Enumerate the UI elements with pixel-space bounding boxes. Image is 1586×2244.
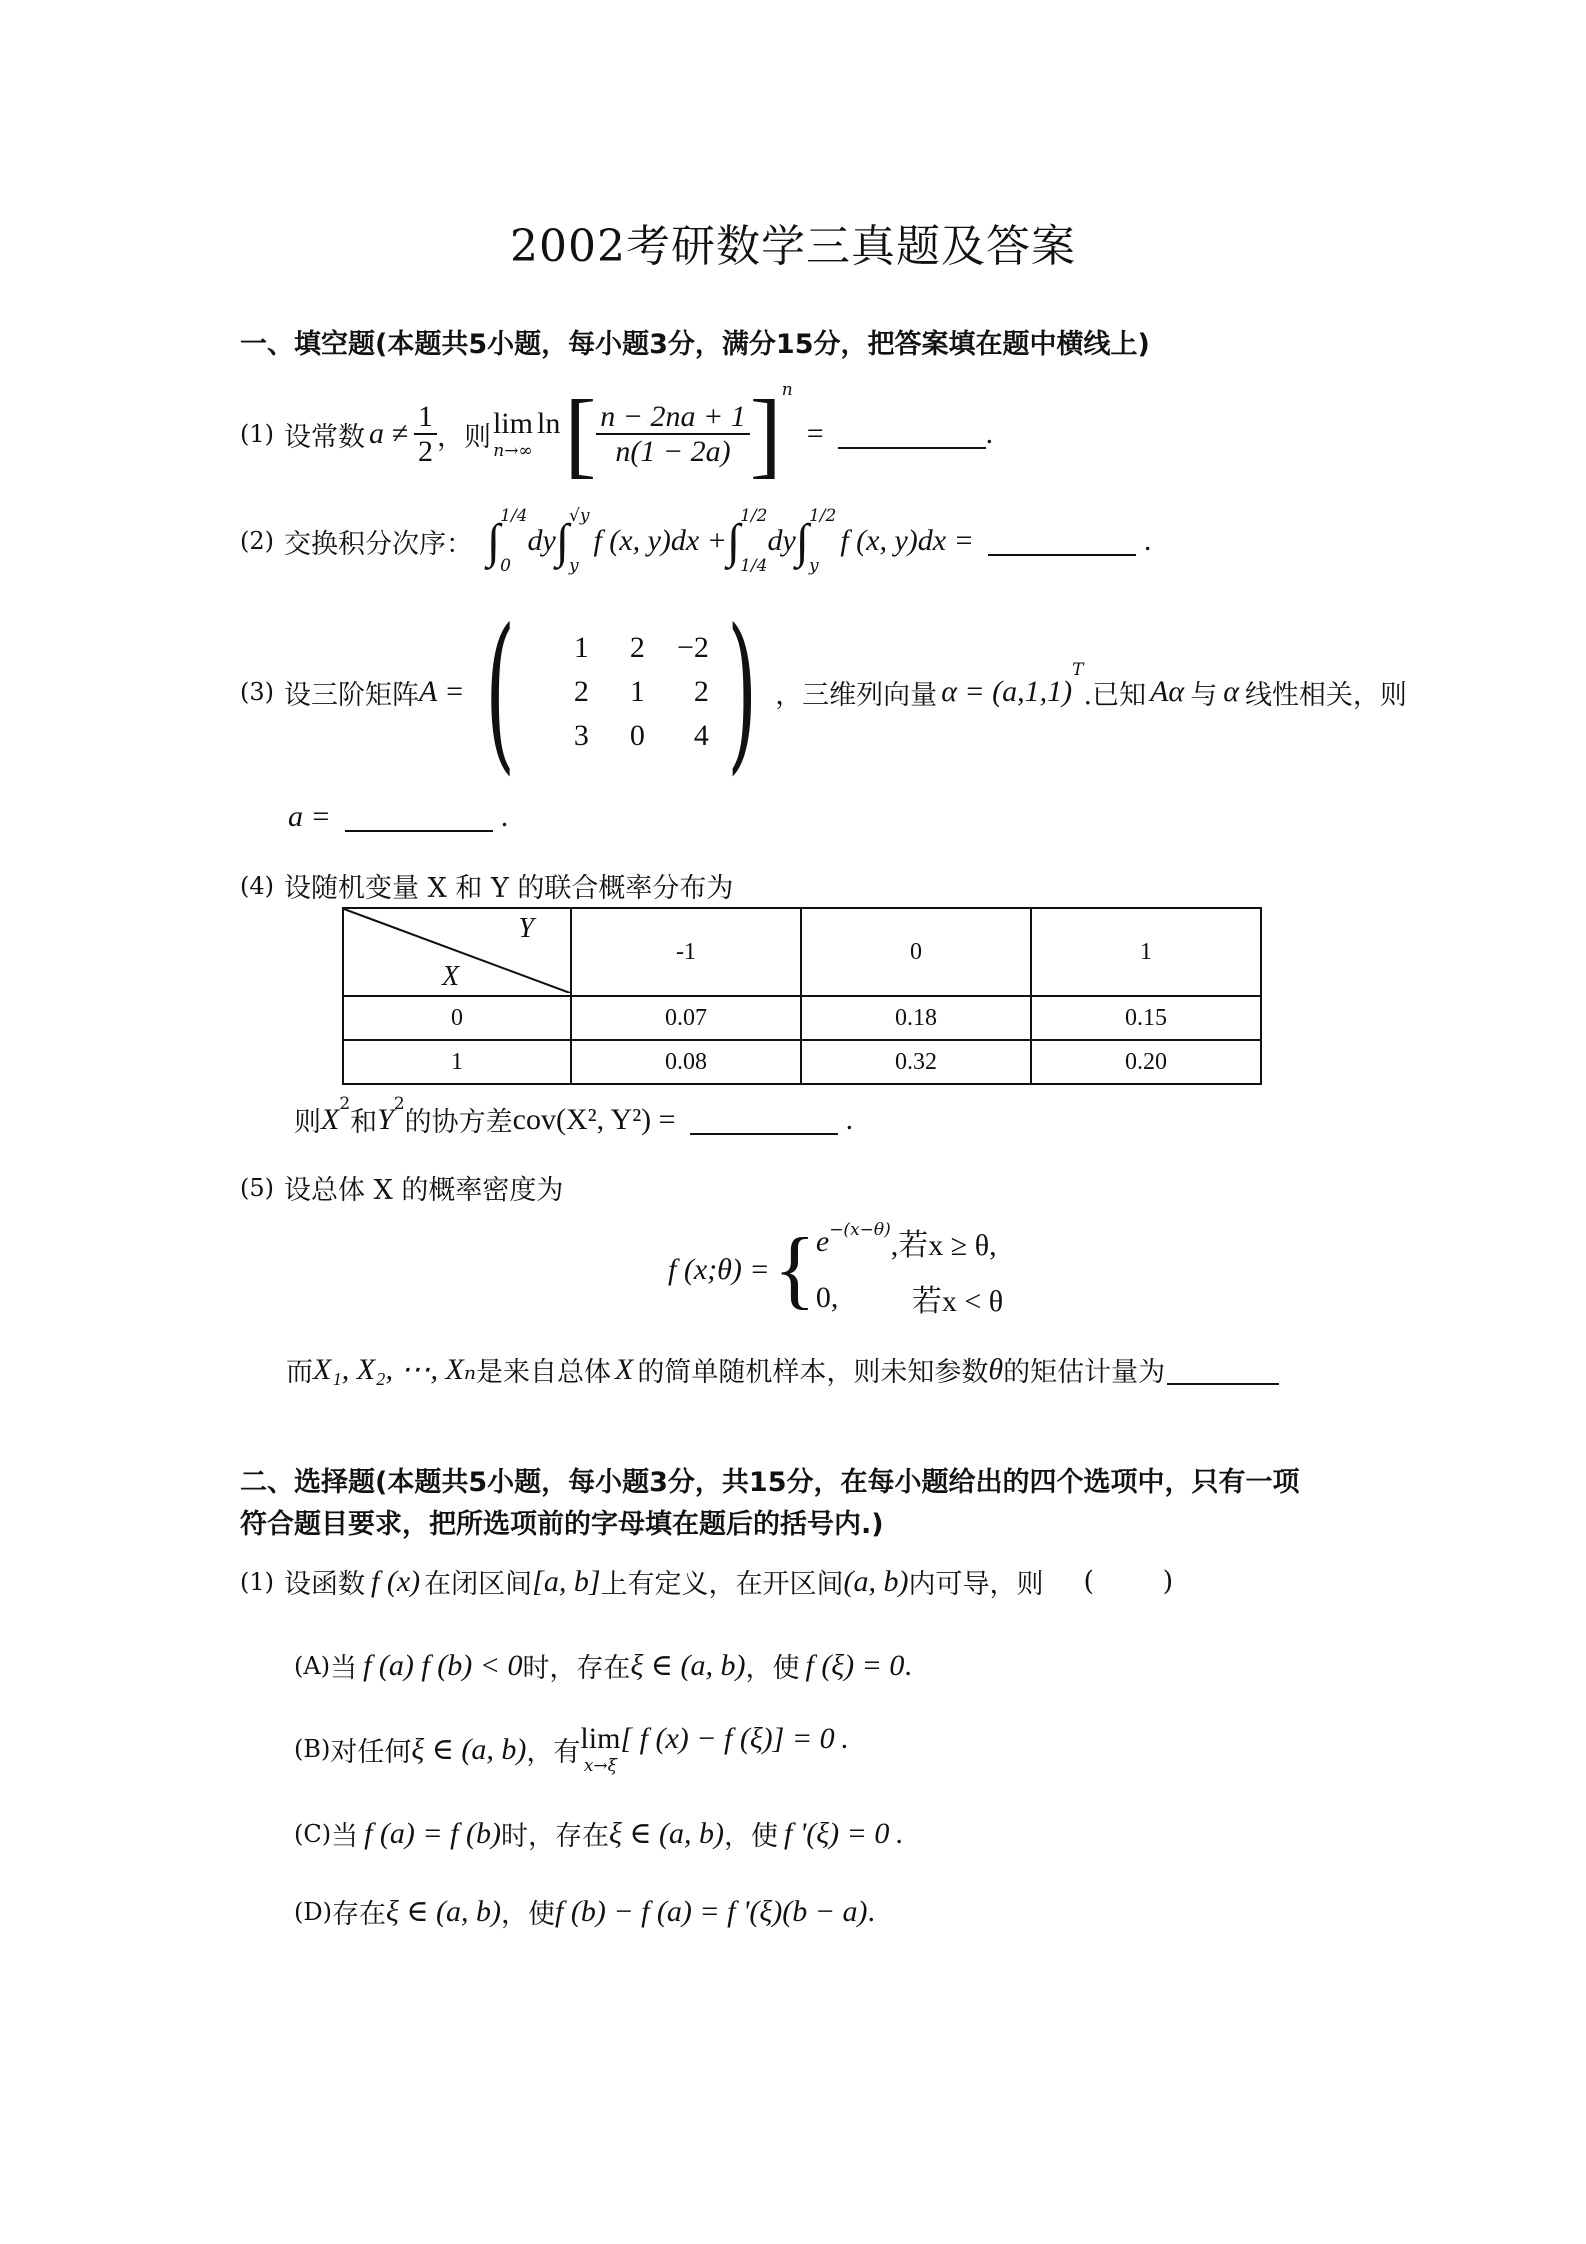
right-bracket: ] xyxy=(749,380,782,487)
question-text: 则 xyxy=(294,1107,321,1138)
corner-y-label: Y xyxy=(518,913,534,944)
theta: θ xyxy=(988,1352,1004,1386)
option-label: (C) xyxy=(294,1819,332,1848)
superscript-2: 2 xyxy=(339,1093,351,1114)
integrand: f (x, y)dx + xyxy=(593,524,727,557)
differential: dy xyxy=(767,524,796,557)
answer-blank[interactable] xyxy=(690,1105,838,1135)
covariance-expression: cov(X², Y²) = xyxy=(512,1102,676,1136)
corner-x-label: X xyxy=(442,961,460,992)
sample-variables: X₁, X₂, ⋯, Xₙ xyxy=(313,1353,476,1386)
option-math: [ f (x) − f (ξ)] = 0 xyxy=(620,1722,835,1755)
integral-upper: 1/2 xyxy=(740,506,768,526)
question-text: 交换积分次序： xyxy=(284,528,473,560)
limit xyxy=(580,1722,620,1776)
limit xyxy=(493,407,533,461)
fraction-numerator: 1 xyxy=(414,400,437,435)
question-number: (1) xyxy=(240,420,274,448)
table-row xyxy=(343,996,1261,1040)
matrix-entry: 1 xyxy=(573,631,589,664)
option-C[interactable] xyxy=(294,1814,903,1853)
question-number: (3) xyxy=(240,678,274,706)
table-header-row xyxy=(343,908,1261,996)
question-text: 是来自总体 xyxy=(476,1357,611,1388)
question-text: 的矩估计量为 xyxy=(1003,1357,1166,1388)
a-equals: a = xyxy=(288,800,331,833)
integral-2 xyxy=(556,506,727,576)
integral-3 xyxy=(727,506,796,576)
inner-denominator: n(1 − 2a) xyxy=(615,435,731,468)
option-text: ，有 xyxy=(526,1736,581,1768)
differential: dy xyxy=(527,524,556,557)
case-2-condition: 若x < θ xyxy=(911,1285,1004,1318)
question-text: 设随机变量 X 和 Y 的联合概率分布为 xyxy=(284,873,734,904)
question-text: 内可导，则 xyxy=(908,1569,1044,1600)
case-1 xyxy=(816,1220,1003,1264)
question-1-4 xyxy=(240,866,733,905)
limit-subscript: x→ξ xyxy=(583,1756,618,1776)
matrix-entry: −2 xyxy=(676,631,709,664)
answer-blank[interactable] xyxy=(345,802,493,832)
table-cell: 0.07 xyxy=(571,996,801,1040)
question-text: 和 xyxy=(350,1107,378,1138)
question-1-3-answer-line xyxy=(288,800,508,834)
period: . xyxy=(904,1648,912,1682)
option-math: f (ξ) = 0 xyxy=(805,1648,905,1682)
left-paren: ( xyxy=(484,593,515,791)
case-2-value: 0, xyxy=(815,1281,839,1314)
period: . xyxy=(867,1894,875,1928)
option-text: 时，存在 xyxy=(500,1821,609,1852)
matrix-entry: 4 xyxy=(693,719,709,752)
option-math: ξ ∈ (a, b) xyxy=(630,1649,746,1682)
function-f: f (x) xyxy=(371,1564,421,1598)
fraction-denominator: 2 xyxy=(417,435,433,468)
answer-blank[interactable] xyxy=(1167,1355,1279,1385)
table-row-header: 1 xyxy=(343,1040,571,1084)
fraction-half xyxy=(414,400,437,468)
question-1-4-followup xyxy=(294,1093,854,1139)
question-text: 设三阶矩阵 xyxy=(284,679,419,711)
integral-upper: √y xyxy=(569,506,590,526)
cases xyxy=(816,1220,1003,1320)
density-function xyxy=(668,1220,1003,1320)
section2-heading-line2: 符合题目要求，把所选项前的字母填在题后的括号内.) xyxy=(240,1509,884,1540)
question-number: (1) xyxy=(240,1567,274,1596)
density-lhs: f (x;θ) = xyxy=(668,1253,770,1286)
open-interval: (a, b) xyxy=(843,1564,909,1598)
question-number: (4) xyxy=(240,871,274,900)
A-alpha: Aα xyxy=(1150,675,1185,708)
option-text: 时，存在 xyxy=(522,1653,631,1684)
matrix-entry: 1 xyxy=(629,675,645,708)
option-label: (B) xyxy=(294,1735,331,1763)
option-text: ，使 xyxy=(501,1899,556,1930)
option-math: ξ ∈ (a, b) xyxy=(608,1817,725,1850)
superscript-2: 2 xyxy=(393,1093,405,1114)
page-title: 2002考研数学三真题及答案 xyxy=(510,221,1076,272)
X-squared: X xyxy=(321,1102,340,1136)
inner-fraction xyxy=(596,400,750,468)
question-text: 设总体 X 的概率密度为 xyxy=(284,1175,564,1206)
option-math: f (b) − f (a) = f '(ξ)(b − a) xyxy=(555,1894,868,1928)
option-text: ，使 xyxy=(724,1821,779,1852)
question-text: ，则 xyxy=(436,421,491,453)
exp-base: e xyxy=(815,1225,830,1258)
section2-heading-line1: 二、选择题(本题共5小题，每小题3分，共15分，在每小题给出的四个选项中，只有一项 xyxy=(240,1467,1300,1498)
answer-blank[interactable] xyxy=(988,526,1136,556)
option-math: f '(ξ) = 0 xyxy=(784,1816,890,1850)
table-cell: 0.20 xyxy=(1031,1040,1261,1084)
question-1-2 xyxy=(240,506,1151,576)
question-1-5-sample xyxy=(286,1350,1279,1389)
right-paren: ) xyxy=(727,593,757,791)
limit-subscript: n→∞ xyxy=(493,441,533,461)
matrix-entry: 2 xyxy=(629,631,645,664)
question-text: 而 xyxy=(286,1357,313,1388)
table-column-header: 0 xyxy=(801,908,1031,996)
vector-alpha: α = (a,1,1) xyxy=(941,675,1073,708)
period: . xyxy=(895,1816,903,1850)
inner-numerator: n − 2na + 1 xyxy=(596,400,750,435)
option-math: ξ ∈ (a, b) xyxy=(385,1895,502,1928)
matrix-name: A = xyxy=(419,675,465,708)
question-text: 上有定义，在开区间 xyxy=(600,1569,844,1600)
ln-symbol: ln xyxy=(536,407,561,440)
question-text: ，三维列向量 xyxy=(775,679,938,711)
integral-sign: ∫ xyxy=(487,514,501,568)
integral-lower: 0 xyxy=(500,556,511,576)
case-1-condition: ,若x ≥ θ, xyxy=(890,1229,997,1262)
integrand: f (x, y)dx = xyxy=(840,524,974,557)
integral-lower: y xyxy=(569,556,579,576)
matrix-entry: 0 xyxy=(629,719,645,752)
table-column-header: -1 xyxy=(571,908,801,996)
question-text: 的协方差 xyxy=(404,1107,513,1138)
matrix-entry: 2 xyxy=(573,675,589,708)
table-cell: 0.08 xyxy=(571,1040,801,1084)
period: . xyxy=(985,417,994,450)
option-math: f (a) f (b) < 0 xyxy=(363,1648,523,1682)
integral-1 xyxy=(487,506,556,576)
exponent: n xyxy=(781,380,793,400)
integral-sign: ∫ xyxy=(555,514,569,568)
option-math: ξ ∈ (a, b) xyxy=(411,1732,527,1766)
transpose-mark: T xyxy=(1072,660,1084,680)
option-label: (D) xyxy=(294,1897,332,1926)
population-X: X xyxy=(615,1352,634,1386)
limit-symbol: lim xyxy=(580,1722,621,1755)
option-text: 当 xyxy=(330,1653,358,1684)
Y-squared: Y xyxy=(377,1102,394,1136)
left-bracket: [ xyxy=(564,380,597,487)
question-number: (5) xyxy=(240,1173,274,1202)
question-1-3 xyxy=(240,593,1407,791)
table-cell: 0.32 xyxy=(801,1040,1031,1084)
option-text: 当 xyxy=(331,1821,359,1852)
matrix-entry: 3 xyxy=(573,719,589,752)
case-2 xyxy=(816,1276,1003,1320)
option-B[interactable] xyxy=(294,1722,848,1776)
integral-lower: y xyxy=(808,556,819,576)
answer-blank[interactable] xyxy=(838,419,986,449)
table-cell: 0.18 xyxy=(801,996,1031,1040)
question-text: 设常数 xyxy=(284,421,365,453)
period: . xyxy=(840,1722,849,1755)
option-text: 存在 xyxy=(331,1899,386,1930)
option-D[interactable] xyxy=(294,1892,875,1931)
corner-cell xyxy=(343,908,571,996)
answer-parentheses[interactable]: ( ) xyxy=(1083,1566,1174,1597)
integral-sign: ∫ xyxy=(726,514,741,568)
limit-symbol: lim xyxy=(492,407,533,440)
period: . xyxy=(845,1102,854,1136)
left-brace: { xyxy=(773,1221,816,1318)
integral-upper: 1/4 xyxy=(500,506,528,526)
question-text: 与 xyxy=(1190,679,1218,711)
alpha: α xyxy=(1223,675,1239,708)
closed-interval: [a, b] xyxy=(532,1564,601,1598)
integral-lower: 1/4 xyxy=(740,556,768,576)
option-A[interactable] xyxy=(294,1646,912,1685)
question-number: (2) xyxy=(240,527,274,555)
integral-sign: ∫ xyxy=(795,514,809,568)
question-text: 在闭区间 xyxy=(424,1569,533,1600)
period: . xyxy=(1143,524,1152,557)
period: . xyxy=(500,800,509,833)
matrix-entry: 2 xyxy=(693,675,709,708)
integral-upper: 1/2 xyxy=(808,506,837,526)
exp-exponent: −(x−θ) xyxy=(829,1220,891,1240)
question-1-1 xyxy=(240,380,994,487)
section1-heading: 一、填空题(本题共5小题，每小题3分，满分15分，把答案填在题中横线上) xyxy=(240,329,1150,360)
condition: a ≠ xyxy=(369,417,408,450)
option-math: f (a) = f (b) xyxy=(364,1816,501,1850)
integral-4 xyxy=(796,506,974,576)
question-1-5 xyxy=(240,1168,563,1207)
matrix-entries xyxy=(533,631,709,753)
option-text: 对任何 xyxy=(330,1736,412,1768)
equals-sign: = xyxy=(806,417,824,450)
table-column-header: 1 xyxy=(1031,908,1261,996)
option-text: ，使 xyxy=(745,1653,800,1684)
table-row xyxy=(343,1040,1261,1084)
joint-distribution-table xyxy=(342,907,1262,1085)
question-2-1 xyxy=(240,1562,1173,1601)
option-label: (A) xyxy=(294,1651,331,1680)
table-row-header: 0 xyxy=(343,996,571,1040)
question-text: .已知 xyxy=(1083,679,1147,711)
question-text: 设函数 xyxy=(284,1569,365,1600)
question-text: 的简单随机样本，则未知参数 xyxy=(637,1357,989,1388)
matrix-A xyxy=(467,593,776,791)
question-text: 线性相关，则 xyxy=(1244,679,1407,711)
table-cell: 0.15 xyxy=(1031,996,1261,1040)
